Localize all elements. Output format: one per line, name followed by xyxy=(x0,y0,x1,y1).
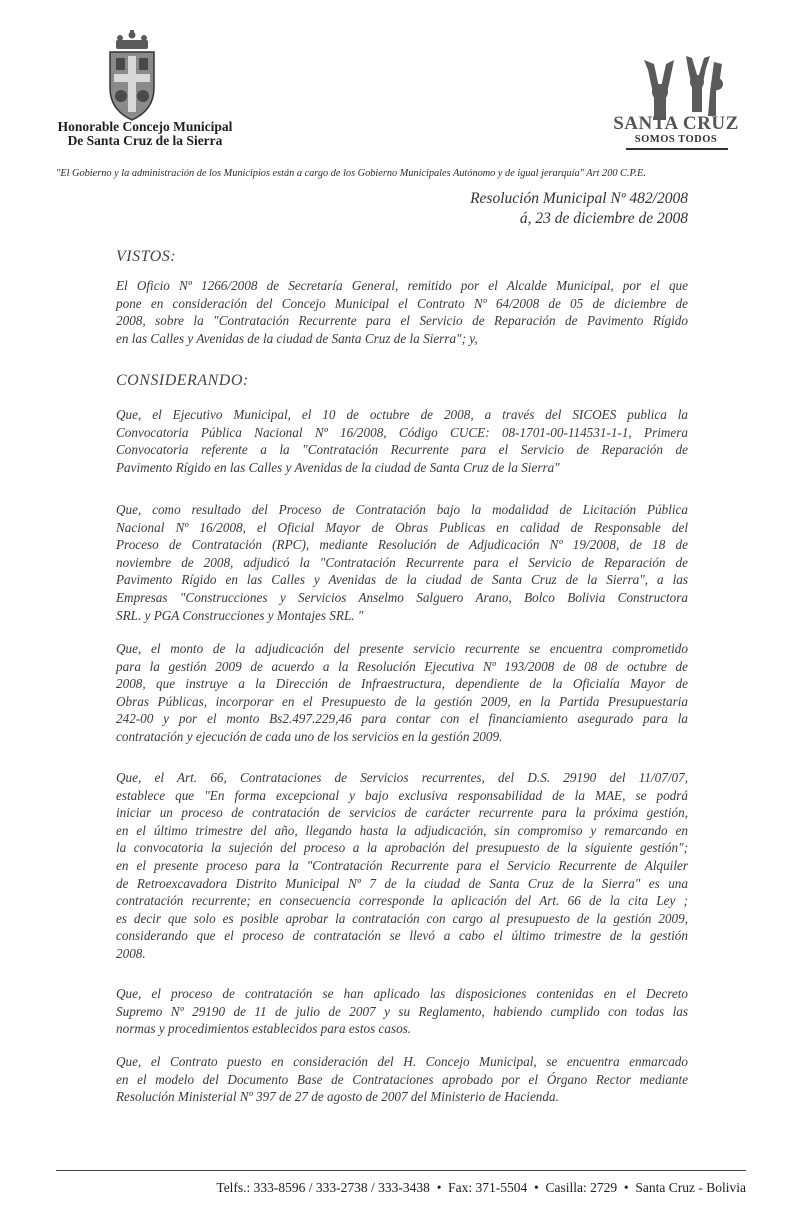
footer-location: Santa Cruz - Bolivia xyxy=(635,1180,746,1195)
text-line: Que, el Ejecutivo Municipal, el 10 de octubre de 2008, a través del SICOES publica la xyxy=(116,407,688,422)
text-line: Pavimento Rígido en las Calles y Avenidas de la ciudad de Santa Cruz de la Sierra", a las xyxy=(116,572,688,588)
footer-contact xyxy=(56,1180,746,1196)
considerando-paragraph-2 xyxy=(116,501,688,624)
council-name xyxy=(40,120,250,148)
coat-of-arms-icon xyxy=(104,30,160,122)
text-line: Que, el Art. 66, Contrataciones de Servicios recurrentes, del D.S. 29190 del 11/07/07, xyxy=(116,770,688,785)
text-line: en las Calles y Avenidas de la ciudad de Santa Cruz de la Sierra"; y, xyxy=(116,330,478,346)
text-line: Supremo Nº 29190 de 11 de julio de 2007 y su Reglamento, habiendo cumplido con todas las xyxy=(116,1003,688,1019)
text-line: 242-00 y por el monto Bs2.497.229,46 para contar con el financiamiento asegurado para la xyxy=(116,711,688,727)
text-line: Convocatoria Pública Nacional Nº 16/2008, Código CUCE: 08-1701-00-114531-1-1, Primera xyxy=(116,424,688,440)
text-line: iniciar un proceso de contratación de servicios de carácter recurrente para la próxima gestión, xyxy=(116,805,688,821)
considerando-paragraph-5 xyxy=(116,985,688,1038)
santa-cruz-logo-icon xyxy=(614,52,744,122)
text-line: Convocatoria referente a la "Contratación Recurrente para el Servicio de Reparación de xyxy=(116,442,688,458)
text-line: 2008. xyxy=(116,945,146,961)
text-line: Pavimento Rígido en las Calles y Avenidas de la ciudad de Santa Cruz de la Sierra" xyxy=(116,459,560,475)
text-line: Resolución Ministerial Nº 397 de 27 de agosto de 2007 del Ministerio de Hacienda. xyxy=(116,1089,559,1105)
text-line: Que, el monto de la adjudicación del presente servicio recurrente se encuentra comprometido xyxy=(116,641,688,656)
text-line: para la gestión 2009 de acuerdo a la Resolución Ejecutiva Nº 193/2008 de 08 de octubre de xyxy=(116,658,688,674)
text-line: la convocatoria la sujeción del proceso a la aprobación del presupuesto de la siguiente gestión"; xyxy=(116,840,688,856)
text-line: en el último trimestre del año, llegando hasta la adjudicación, sin compromiso y remarcando en xyxy=(116,822,688,838)
logo-name: SANTA CRUZ xyxy=(613,113,739,134)
footer-divider xyxy=(56,1170,746,1171)
footer-separator: • xyxy=(436,1180,442,1195)
text-line: Que, el proceso de contratación se han aplicado las disposiciones contenidas en el Decreto xyxy=(116,986,688,1001)
text-line: El Oficio Nº 1266/2008 de Secretaría General, remitido por el Alcalde Municipal, por el que xyxy=(116,278,688,293)
council-line-2: De Santa Cruz de la Sierra xyxy=(67,133,223,148)
considerando-paragraph-1 xyxy=(116,406,688,476)
text-line: normas y procedimientos establecidos para estos casos. xyxy=(116,1021,412,1037)
considerando-paragraph-6 xyxy=(116,1053,688,1106)
text-line: de Retroexcavadora Distrito Municipal Nº 7 de la ciudad de Santa Cruz de la Sierra" es una xyxy=(116,875,688,891)
text-line: 2008, sobre la "Contratación Recurrente para el Servicio de Reparación de Pavimento Rígido xyxy=(116,313,688,329)
logo-divider xyxy=(626,148,728,150)
footer-separator: • xyxy=(534,1180,539,1195)
resolution-date: á, 23 de diciembre de 2008 xyxy=(519,210,688,227)
text-line: Proceso de Contratación (RPC), mediante Resolución de Adjudicación Nº 19/2008, de 18 de xyxy=(116,537,688,553)
text-line: contratación recurrente; en consecuencia corresponde la aplicación del Art. 66 de la cita Ley ; xyxy=(116,893,688,909)
vistos-heading: VISTOS: xyxy=(116,248,177,265)
text-line: establece que "En forma excepcional y bajo exclusiva responsabilidad de la MAE, se podrá xyxy=(116,787,688,803)
text-line: 2008, que instruye a la Dirección de Infraestructura, dependiente de la Oficialía Mayor de xyxy=(116,676,688,692)
vistos-paragraph xyxy=(116,277,688,347)
text-line: es decir que solo es posible aprobar la contratación con cargo al presupuesto de la gestión 2009, xyxy=(116,910,688,926)
text-line: pone en consideración del Concejo Municipal el Contrato Nº 64/2008 de 05 de diciembre de xyxy=(116,295,688,311)
considerando-paragraph-3 xyxy=(116,640,688,746)
considerando-paragraph-4 xyxy=(116,769,688,963)
logo-tagline: SOMOS TODOS xyxy=(634,134,718,145)
footer-phones: Telfs.: 333-8596 / 333-2738 / 333-3438 xyxy=(216,1180,430,1195)
considerando-heading: CONSIDERANDO: xyxy=(116,372,249,389)
resolution-title: Resolución Municipal Nº 482/2008 xyxy=(470,190,688,207)
text-line: Que, como resultado del Proceso de Contratación bajo la modalidad de Licitación Pública xyxy=(116,502,688,517)
text-line: Nacional Nº 16/2008, el Oficial Mayor de Obras Publicas en calidad de Responsable del xyxy=(116,519,688,535)
text-line: en el modelo del Documento Base de Contrataciones aprobado por el Órgano Rector mediante xyxy=(116,1071,688,1087)
header-motto: "El Gobierno y la administración de los Municipios están a cargo de los Gobierno Municipales Autónomo y de igual jerarquía" Art 200 C.P.E. xyxy=(56,168,646,179)
text-line: noviembre de 2008, adjudicó la "Contratación Recurrente para el Servicio de Reparación de xyxy=(116,554,688,570)
text-line: considerando que el proceso de contratación se llevó a cabo el último trimestre de la gestión xyxy=(116,928,688,944)
council-line-1: Honorable Concejo Municipal xyxy=(57,119,233,134)
text-line: en el presente proceso para la "Contratación Recurrente para el Servicio Recurrente de Alquiler xyxy=(116,857,688,873)
footer-fax: Fax: 371-5504 xyxy=(448,1180,528,1195)
text-line: Que, el Contrato puesto en consideración del H. Concejo Municipal, se encuentra enmarcado xyxy=(116,1054,688,1069)
footer-separator: • xyxy=(623,1180,629,1195)
footer-casilla: Casilla: 2729 xyxy=(545,1180,618,1195)
text-line: contratación y ejecución de cada uno de los servicios en la gestión 2009. xyxy=(116,728,503,744)
text-line: SRL. y PGA Construcciones y Montajes SRL. " xyxy=(116,607,364,623)
text-line: Empresas "Construcciones y Servicios Anselmo Salguero Arano, Bolco Bolivia Constructora xyxy=(116,589,688,605)
text-line: Obras Públicas, incorporar en el Presupuesto de la gestión 2009, en la Partida Presupuestaria xyxy=(116,693,688,709)
